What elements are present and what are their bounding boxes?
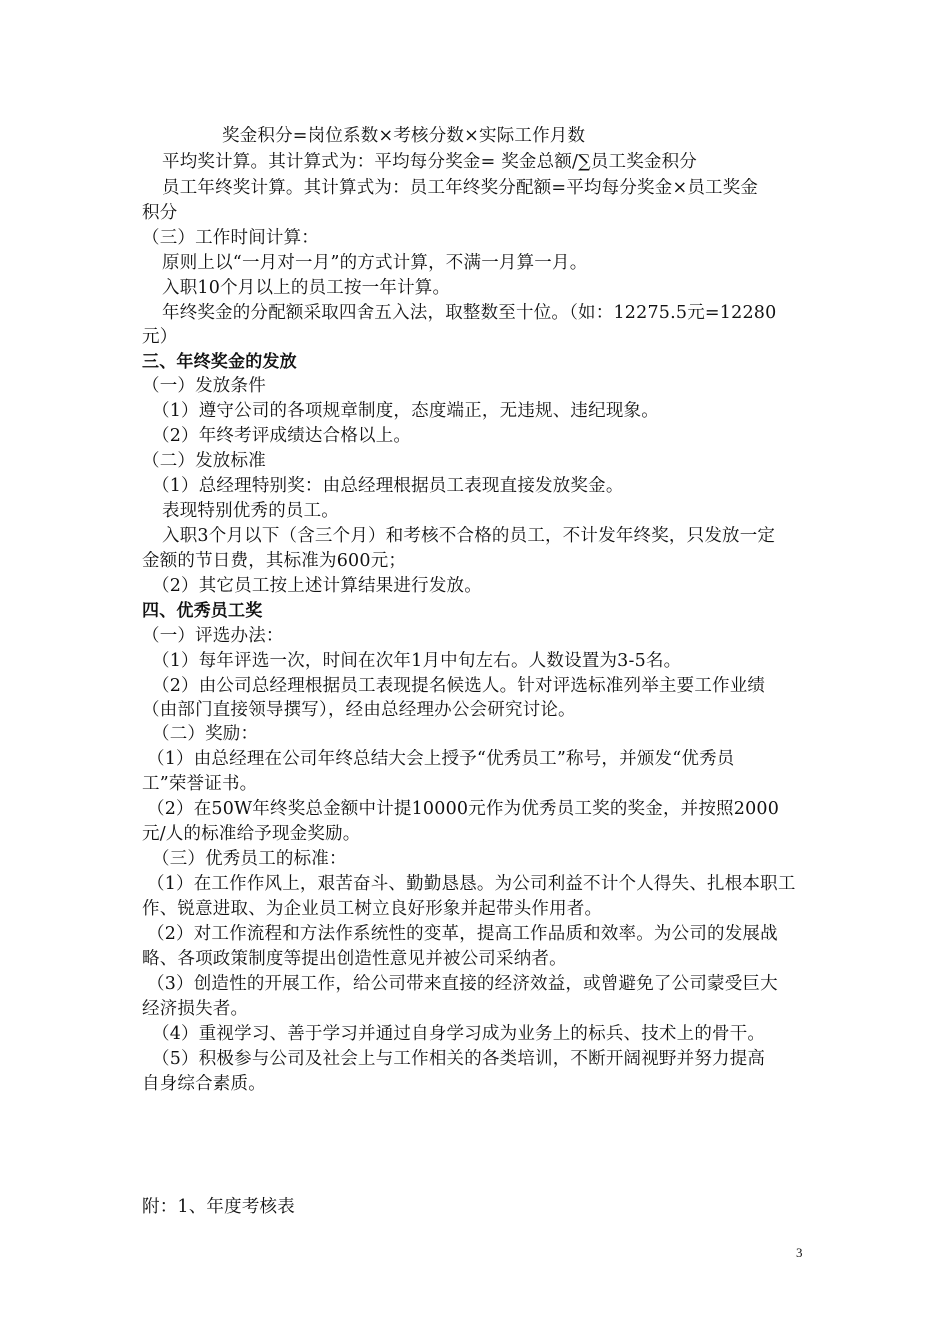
paragraph-line: 自身综合素质。 xyxy=(142,1074,266,1094)
subsection-work-time: （三）工作时间计算： xyxy=(142,228,319,248)
list-item: （1）每年评选一次，时间在次年1月中旬左右。人数设置为3-5名。 xyxy=(152,651,682,671)
list-item: （2）对工作流程和方法作系统性的变革，提高工作品质和效率。为公司的发展战 xyxy=(147,924,778,944)
section-heading-distribution: 三、年终奖金的发放 xyxy=(142,352,297,372)
subsection-criteria: （三）优秀员工的标准： xyxy=(152,849,347,869)
formula-year-end-bonus: 员工年终奖计算。其计算式为：员工年终奖分配额=平均每分奖金×员工奖金 xyxy=(162,178,759,198)
list-item: （3）创造性的开展工作，给公司带来直接的经济效益，或曾避免了公司蒙受巨大 xyxy=(147,974,778,994)
list-item: （2）年终考评成绩达合格以上。 xyxy=(152,426,412,446)
list-item: （2）由公司总经理根据员工表现提名候选人。针对评选标准列举主要工作业绩 xyxy=(152,676,766,696)
paragraph-line: 原则上以“一月对一月”的方式计算，不满一月算一月。 xyxy=(162,253,588,273)
list-item: （1）总经理特别奖：由总经理根据员工表现直接发放奖金。 xyxy=(152,476,624,496)
subsection-conditions: （一）发放条件 xyxy=(142,376,266,396)
list-item: （2）在50W年终奖总金额中计提10000元作为优秀员工奖的奖金，并按照2000 xyxy=(147,799,780,819)
list-item: （1）遵守公司的各项规章制度，态度端正，无违规、违纪现象。 xyxy=(152,401,659,421)
formula-average-bonus: 平均奖计算。其计算式为：平均每分奖金= 奖金总额/∑员工奖金积分 xyxy=(162,152,698,172)
list-item: （1）在工作作风上，艰苦奋斗、勤勤恳恳。为公司利益不计个人得失、扎根本职工 xyxy=(147,874,796,894)
list-item: （1）由总经理在公司年终总结大会上授予“优秀员工”称号，并颁发“优秀员 xyxy=(147,749,735,769)
paragraph-line: 积分 xyxy=(142,203,178,223)
formula-bonus-points: 奖金积分=岗位系数×考核分数×实际工作月数 xyxy=(222,126,586,146)
paragraph-line: 金额的节日费，其标准为600元； xyxy=(142,551,407,571)
appendix-note: 附：1、年度考核表 xyxy=(142,1197,295,1217)
paragraph-line: 元） xyxy=(142,327,178,347)
page-number: 3 xyxy=(796,1245,803,1260)
paragraph-line: 工”荣誉证书。 xyxy=(142,774,258,794)
paragraph-line: （由部门直接领导撰写），经由总经理办公会研究讨论。 xyxy=(142,700,576,720)
paragraph-line: 年终奖金的分配额采取四舍五入法，取整数至十位。（如：12275.5元=12280 xyxy=(162,303,777,323)
paragraph-line: 经济损失者。 xyxy=(142,999,249,1019)
list-item: （4）重视学习、善于学习并通过自身学习成为业务上的标兵、技术上的骨干。 xyxy=(152,1024,766,1044)
paragraph-line: 略、各项政策制度等提出创造性意见并被公司采纳者。 xyxy=(142,949,567,969)
paragraph-line: 表现特别优秀的员工。 xyxy=(162,501,339,521)
paragraph-line: 入职3个月以下（含三个月）和考核不合格的员工，不计发年终奖，只发放一定 xyxy=(162,526,776,546)
section-heading-outstanding-employee: 四、优秀员工奖 xyxy=(142,601,263,621)
subsection-selection-method: （一）评选办法： xyxy=(142,626,284,646)
subsection-standards: （二）发放标准 xyxy=(142,451,266,471)
paragraph-line: 作、锐意进取、为企业员工树立良好形象并起带头作用者。 xyxy=(142,899,603,919)
paragraph-line: 入职10个月以上的员工按一年计算。 xyxy=(162,278,451,298)
list-item: （5）积极参与公司及社会上与工作相关的各类培训，不断开阔视野并努力提高 xyxy=(152,1049,766,1069)
subsection-rewards: （二）奖励： xyxy=(152,724,259,744)
list-item: （2）其它员工按上述计算结果进行发放。 xyxy=(152,576,482,596)
paragraph-line: 元/人的标准给予现金奖励。 xyxy=(142,824,361,844)
